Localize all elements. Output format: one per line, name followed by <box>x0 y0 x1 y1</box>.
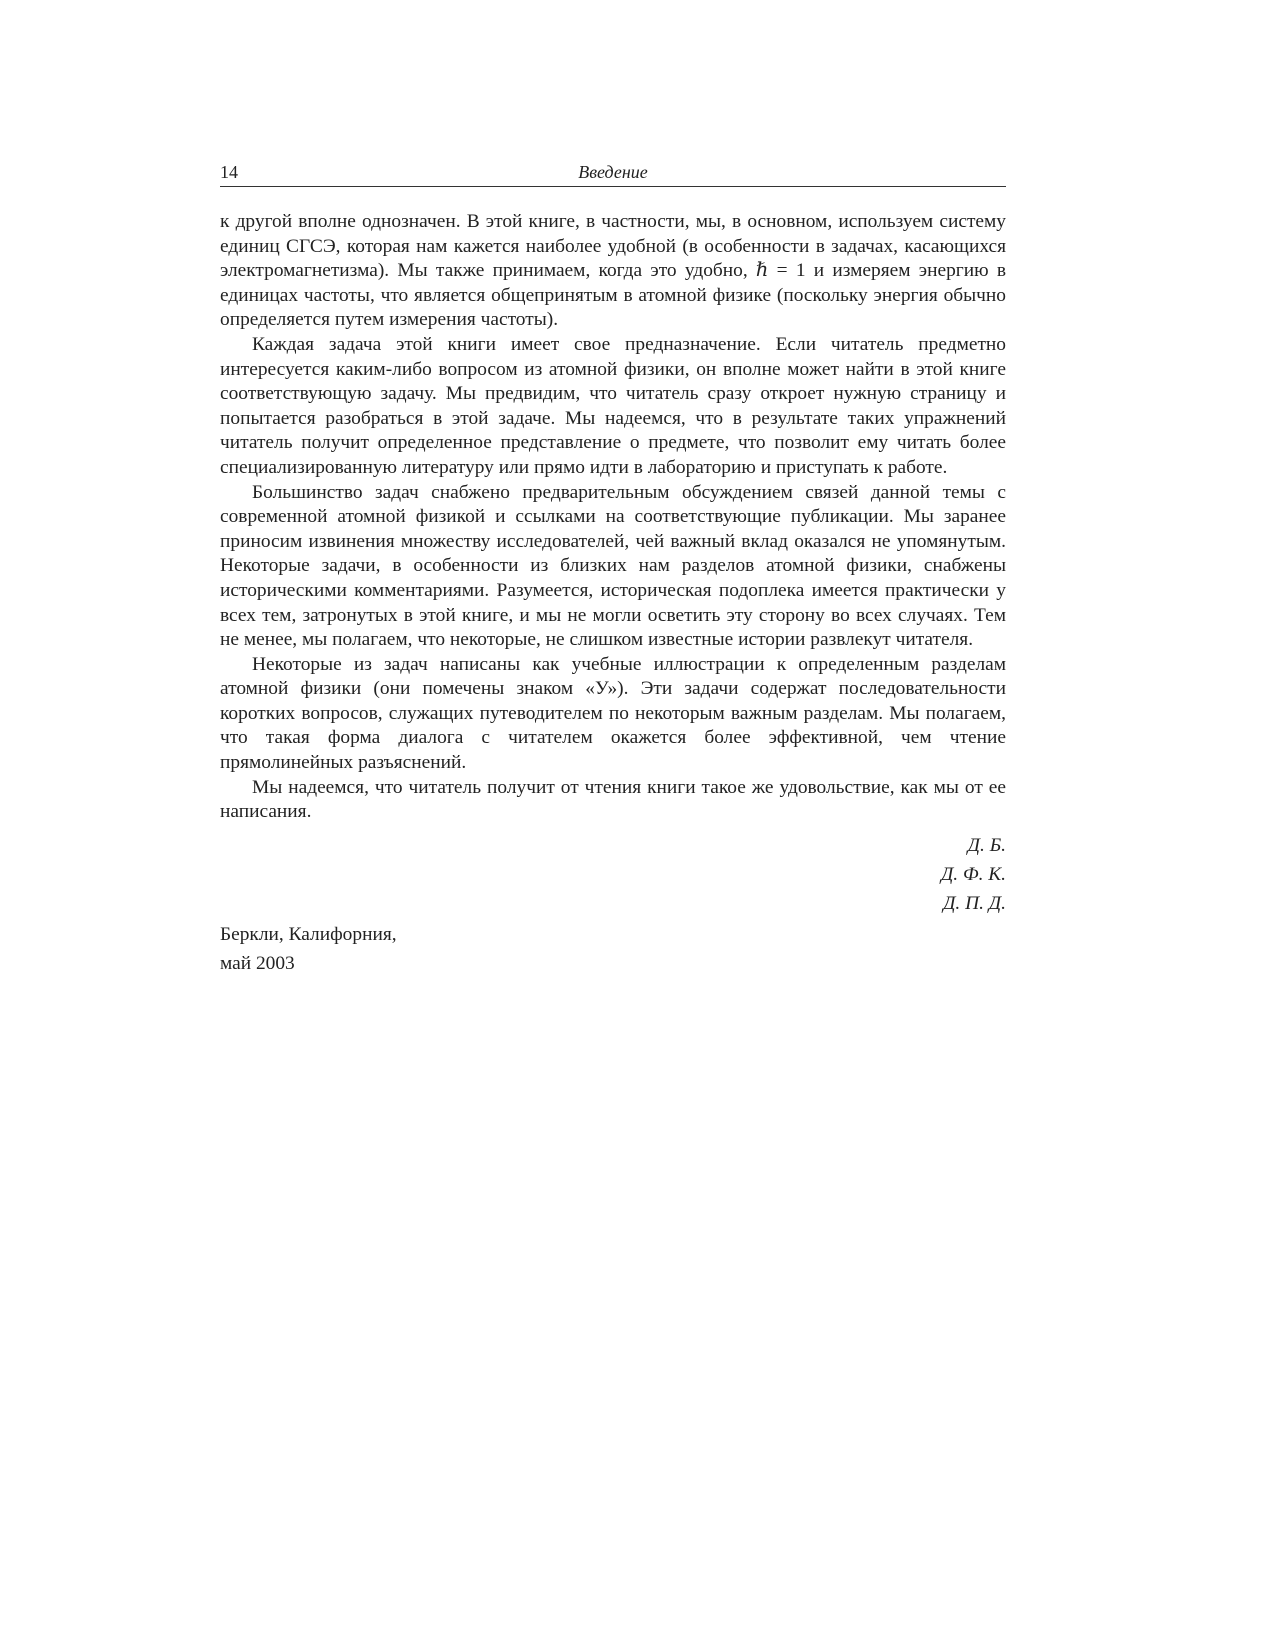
author-initials: Д. Ф. К. <box>940 863 1006 885</box>
author-initials: Д. Б. <box>967 834 1006 856</box>
page-number: 14 <box>220 162 238 182</box>
paragraph: Мы надеемся, что читатель получит от чтения книги такое же удовольствие, как мы от ее написания. <box>220 776 1006 823</box>
author-initials: Д. П. Д. <box>943 892 1006 914</box>
paragraph: Каждая задача этой книги имеет свое предназначение. Если читатель предметно интересуется каким-либо вопросом из атомной физики, он вполне может найти в этой книге соответствующую задачу. Мы предвидим, что читатель сразу откроет нужную страницу и попытается разобраться в этой задаче. Мы надеемся, что в результате таких упражнений читатель получит определенное представление о предмете, что позволит ему читать более специализированную литературу или прямо идти в лабораторию и приступать к работе. <box>220 333 1006 478</box>
running-title: Введение <box>578 162 648 182</box>
running-header <box>220 160 1006 187</box>
body-text <box>220 210 1006 978</box>
paragraph: к другой вполне однозначен. В этой книге, в частности, мы, в основном, используем систему единиц СГСЭ, которая нам кажется наиболее удобной (в особенности в задачах, касающихся электромагнетизма). Мы также принимаем, когда это удобно, ℏ = 1 и измеряем энергию в единицах частоты, что является общепринятым в атомной физике (поскольку энергия обычно определяется путем измерения частоты). <box>220 211 1006 331</box>
paragraph: Большинство задач снабжено предварительным обсуждением связей данной темы с современной атомной физикой и ссылками на соответствующие публикации. Мы заранее приносим извинения множеству исследователей, чей важный вклад оказался не упомянутым. Некоторые задачи, в особенности из близких нам разделов атомной физики, снабжены историческими комментариями. Разумеется, историческая подоплека имеется практически у всех тем, затронутых в этой книге, и мы не могли осветить эту сторону во всех случаях. Тем не менее, мы полагаем, что некоторые, не слишком известные истории развлекут читателя. <box>220 481 1006 651</box>
place: Беркли, Калифорния, <box>220 923 397 945</box>
place-and-date <box>220 920 1006 978</box>
author-signatures <box>220 831 1006 918</box>
date: май 2003 <box>220 952 295 974</box>
paragraph: Некоторые из задач написаны как учебные иллюстрации к определенным разделам атомной физики (они помечены знаком «У»). Эти задачи содержат последовательности коротких вопросов, служащих путеводителем по некоторым важным разделам. Мы полагаем, что такая форма диалога с читателем окажется более эффективной, чем чтение прямолинейных разъяснений. <box>220 653 1006 774</box>
